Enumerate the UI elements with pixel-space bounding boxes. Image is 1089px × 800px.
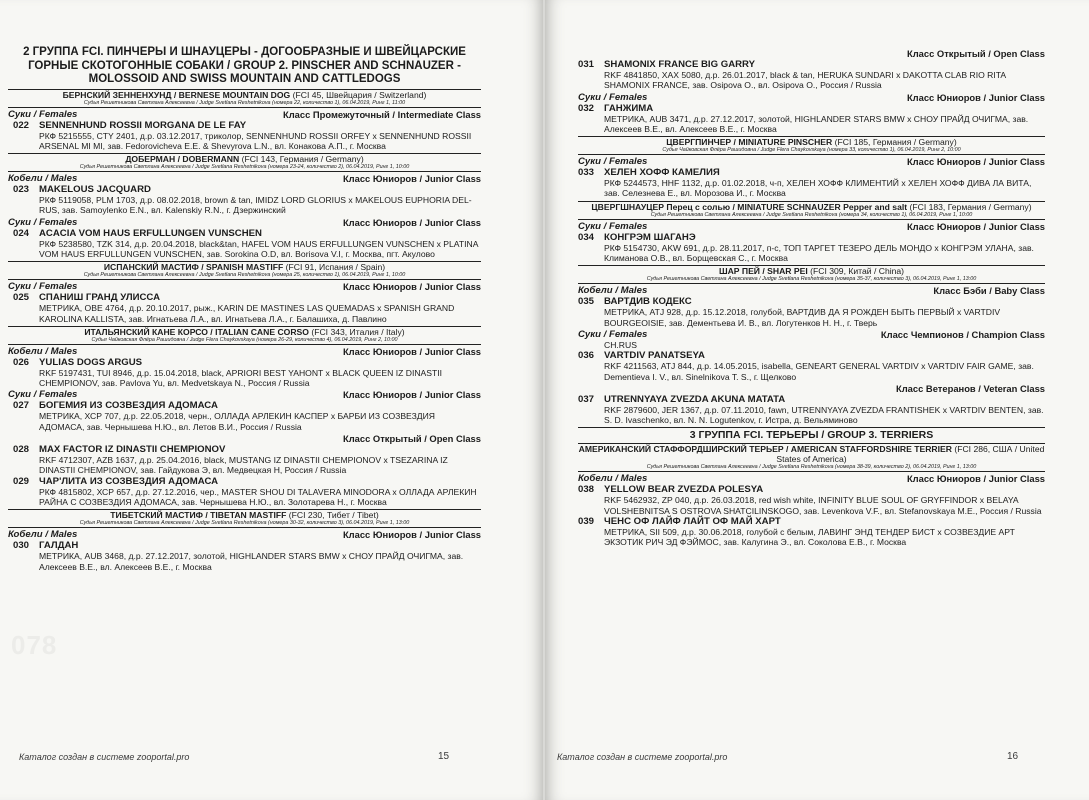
sex-class-row: [578, 473, 1045, 484]
entry-number: 023: [13, 184, 30, 196]
class-row: [8, 433, 481, 444]
sex-class-row: [578, 156, 1045, 167]
catalog-page-right: [545, 0, 1089, 800]
dog-details: RKF 4841850, XAX 5080, д.р. 26.01.2017, black & tan, HERUKA SUNDARI x DAKOTTA CLAB RIO RITA SHAMONIX FRANCE, зав. Osipova O., вл. Osipova O., Россия / Russia: [604, 70, 1006, 91]
sex-class-row: [578, 285, 1045, 296]
sex-label: Суки / Females: [8, 216, 78, 228]
sex-class-row: [578, 221, 1045, 232]
class-row: [578, 383, 1045, 394]
sex-class-row: [8, 217, 481, 228]
dog-details: РКФ 5244573, HHF 1132, д.р. 01.02.2018, ч-п, ХЕЛЕН ХОФФ КЛИМЕНТИЙ x ХЕЛЕН ХОФФ ДИВА ЛА ВИТА, зав. Селезнева Е., вл. Морозова И., г. Москва: [604, 178, 1032, 199]
judge-line: Судья Решетникова Светлана Алексеевна / Judge Svetlana Reshetnikova (номера 35-37, количество 3), 06.04.2019, Ринг 1, 13:00: [578, 276, 1045, 284]
entry-body: [604, 516, 1045, 548]
dog-entry: [578, 340, 1045, 350]
sex-label: Суки / Females: [578, 220, 648, 232]
dog-name: КОНГРЭМ ШАГАНЭ: [604, 231, 696, 243]
class-label: Класс Открытый / Open Class: [907, 48, 1045, 59]
dog-details: РКФ 5154730, AKW 691, д.р. 28.11.2017, п-с, ТОП ТАРГЕТ ТЕЗЕРО ДЕЛЬ МОНДО x КОНГРЭМ УЛАНА, зав. Климанова О.В., вл. Борщевская С., г. Москва: [604, 242, 1034, 264]
breed-header: [8, 261, 481, 272]
dog-name: SHAMONIX FRANCE BIG GARRY: [604, 59, 756, 70]
dog-name: ГАНЖИМА: [604, 102, 654, 114]
breed-origin: (FCI 91, Испания / Spain): [283, 262, 386, 273]
breed-origin: (FCI 286, США / United States of America): [776, 444, 1045, 465]
dog-entry: [8, 444, 481, 476]
entry-number: 031: [578, 59, 595, 70]
class-label: Класс Чемпионов / Champion Class: [880, 328, 1045, 340]
breed-name: ТИБЕТСКИЙ МАСТИФ / TIBETAN MASTIFF: [110, 510, 287, 521]
class-row: [578, 48, 1045, 59]
entry-body: [39, 184, 481, 216]
entry-number: 029: [13, 475, 30, 487]
dog-entry: [578, 232, 1045, 264]
entry-body: [604, 296, 1045, 328]
dog-details: МЕТРИКА, ATJ 928, д.р. 15.12.2018, голубой, ВАРТДИВ ДА Я РОЖДЕН БЫТЬ ПЕРВЫЙ x VARTDIV BOURGEOISIE, зав. Дементьева И. В., вл. Логутенков Н. Н., г. Тверь: [604, 307, 1001, 328]
judge-line: Судья Решетникова Светлана Алексеевна / Judge Svetlana Reshetnikova (номера 22, количество 1), 06.04.2019, Ринг 1, 11:00: [8, 100, 481, 108]
entry-number: 022: [13, 119, 30, 131]
judge-line: Судья Решетникова Светлана Алексеевна / Judge Svetlana Reshetnikova (номера 30-32, количество 3), 06.04.2019, Ринг 1, 13:00: [8, 520, 481, 528]
breed-origin: (FCI 143, Германия / Germany): [239, 154, 364, 165]
page-number: 15: [438, 751, 450, 762]
sex-label: Суки / Females: [8, 108, 78, 120]
breed-name: ДОБЕРМАН / DOBERMANN: [125, 154, 240, 165]
dog-details: RKF 2879600, JER 1367, д.р. 07.11.2010, fawn, UTRENNYAYA ZVEZDA FRANTISHEK x VARTDIV BENTEN, зав. S. D. Ivaschenko, вл. N. N. Logutenkov, г. Истра, д. Вельяминово: [604, 404, 1044, 426]
dog-name: ACACIA VOM HAUS ERFULLUNGEN VUNSCHEN: [39, 227, 262, 239]
sex-class-row: [8, 389, 481, 400]
judge-line: Судья Решетникова Светлана Алексеевна / Judge Svetlana Reshetnikova (номера 38-39, количество 2), 06.04.2019, Ринг 1, 13:00: [578, 464, 1045, 472]
sex-label: Суки / Females: [578, 328, 648, 340]
breed-name: ИТАЛЬЯНСКИЙ КАНЕ КОРСО / ITALIAN CANE CORSO: [84, 326, 309, 337]
class-label: Класс Юниоров / Junior Class: [906, 473, 1045, 485]
breed-name: ЦВЕРГПИНЧЕР / MINIATURE PINSCHER: [666, 137, 833, 148]
page-number: 16: [1007, 751, 1019, 762]
dog-entry: [578, 296, 1045, 328]
judge-line: Судья Решетникова Светлана Алексеевна / Judge Svetlana Reshetnikova (номера 34, количество 1), 06.04.2019, Ринг 1, 10:00: [578, 212, 1045, 220]
breed-header: [578, 136, 1045, 147]
sex-label: Суки / Females: [8, 389, 78, 401]
breed-name: ИСПАНСКИЙ МАСТИФ / SPANISH MASTIFF: [103, 262, 284, 273]
entry-body: [604, 394, 1045, 426]
breed-name: ЦВЕРГШНАУЦЕР Перец с солью / MINIATURE SCHNAUZER Pepper and salt: [591, 201, 908, 212]
dog-details: МЕТРИКА, AUB 3468, д.р. 27.12.2017, золотой, HIGHLANDER STARS BMW x СНОУ ПРАЙД ОЧИГМА, зав. Алексеев В.Е., вл. Алексеев В.Е., г. Москва: [39, 551, 464, 572]
dog-entry: [8, 292, 481, 324]
entry-number: 034: [578, 231, 595, 243]
dog-details: RKF 4211563, ATJ 844, д.р. 14.05.2015, isabella, GENEART GENERAL VARTDIV x VARTDIV FAIR GAME, зав. Dementieva I. V., вл. Sinelnikova T. S., г. Щелково: [604, 361, 1034, 382]
breed-origin: (FCI 230, Тибет / Tibet): [286, 510, 379, 521]
entry-number: 039: [578, 516, 595, 528]
faint-page-mark: 078: [11, 630, 58, 660]
class-label: Класс Юниоров / Junior Class: [906, 156, 1045, 168]
breed-origin: (FCI 343, Италия / Italy): [308, 326, 405, 337]
class-label: Класс Юниоров / Junior Class: [342, 173, 481, 185]
entry-number: 035: [578, 296, 595, 308]
entry-number: 032: [578, 102, 595, 114]
class-label: Класс Юниоров / Junior Class: [342, 345, 481, 357]
dog-name: YULIAS DOGS ARGUS: [39, 356, 143, 368]
dog-name: ЧЕНС ОФ ЛАЙФ ЛАЙТ ОФ МАЙ ХАРТ: [604, 516, 781, 528]
dog-name: YELLOW BEAR ZVEZDA POLESYA: [604, 484, 764, 496]
group-title: 2 ГРУППА FCI. ПИНЧЕРЫ И ШНАУЦЕРЫ - ДОГООБРАЗНЫЕ И ШВЕЙЦАРСКИЕ ГОРНЫЕ СКОТОГОННЫЕ СОБАКИ / GROUP 2. PINSCHER AND SCHNAUZER - MOLOSSOID AND SWISS MOUNTAIN AND CATTLEDOGS: [23, 46, 466, 85]
entry-number: 025: [13, 292, 30, 304]
dog-details: МЕТРИКА, OBE 4764, д.р. 20.10.2017, рыж., KARIN DE MASTINES LAS QUEMADAS x SPANISH GRAND KAROLINA KALLISTA, зав. Игнатьева Л.А., вл. Игнатьева Л.А., г. Балашиха, д. Павлино: [39, 303, 455, 324]
entry-body: [39, 540, 481, 572]
dog-details: RKF 5462932, ZP 040, д.р. 26.03.2018, red wish white, INFINITY BLUE SOUL OF GRYFFINDOR x BELAYA VOLSHEBNITSA S OSTROVA SHATCILINSKOGO, зав. Levenkova V.F., вл. Stefanovskaya M.E., Россия / Russia: [604, 495, 1042, 516]
dog-details: МЕТРИКА, SII 509, д.р. 30.06.2018, голубой с белым, ЛАВИНГ ЭНД ТЕНДЕР БИСТ x СОЗВЕЗДИЕ АРТ ЭКЗОТИК РИЧ ЭД ФЭЙМОС, зав. Калугина Э., вл. Соколова Е.В., г. Москва: [604, 527, 1015, 548]
entry-body: [39, 400, 481, 432]
group-title: 3 ГРУППА FCI. ТЕРЬЕРЫ / GROUP 3. TERRIERS: [578, 427, 1045, 441]
judge-line: Судья Чайковская Флёра Рашидовна / Judge Flera Chaykovskaya (номера 26-29, количество 4), 06.04.2019, Ринг 2, 10:00: [8, 337, 481, 345]
dog-entry: [8, 400, 481, 432]
dog-details: РКФ 5119058, PLM 1703, д.р. 08.02.2018, brown & tan, IMIDZ LORD GLORIUS x MAKELOUS EUPHORIA DEL-RUS, зав. Samoylenko E.N., вл. Kalenskiy R.N., г. Дзержинский: [39, 195, 472, 216]
entry-number: 026: [13, 356, 30, 368]
dog-details: CH.RUS: [604, 339, 637, 350]
dog-name: ХЕЛЕН ХОФФ КАМЕЛИЯ: [604, 167, 720, 179]
dog-entry: [578, 350, 1045, 382]
entry-body: [39, 444, 481, 476]
class-label: Класс Юниоров / Junior Class: [906, 220, 1045, 232]
dog-entry: [578, 484, 1045, 516]
sex-class-row: [578, 92, 1045, 103]
entry-body: [39, 120, 481, 152]
class-label: Класс Бэби / Baby Class: [933, 285, 1045, 297]
sex-class-row: [8, 173, 481, 184]
entry-number: 036: [578, 350, 595, 362]
page-content: [578, 47, 1045, 548]
class-label: Класс Юниоров / Junior Class: [342, 281, 481, 293]
dog-details: МЕТРИКА, AUB 3471, д.р. 27.12.2017, золотой, HIGHLANDER STARS BMW x СНОУ ПРАЙД ОЧИГМА, зав. Алексеев В.Е., вл. Алексеев В.Е., г. Москва: [604, 113, 1029, 134]
dog-name: ГАЛДАН: [39, 540, 79, 552]
judge-line: Судья Решетникова Светлана Алексеевна / Judge Svetlana Reshetnikova (номера 25, количество 1), 06.04.2019, Ринг 1, 10:00: [8, 272, 481, 280]
class-label: Класс Ветеранов / Veteran Class: [896, 382, 1045, 394]
breed-header: [8, 326, 481, 337]
breed-header: [8, 509, 481, 520]
breed-header: [8, 89, 481, 100]
dog-name: UTRENNYAYA ZVEZDA AKUNA MATATA: [604, 393, 786, 405]
sex-label: Кобели / Males: [578, 473, 648, 485]
dog-name: VARTDIV PANATSEYA: [604, 350, 705, 362]
dog-details: РКФ 5238580, TZK 314, д.р. 20.04.2018, black&tan, HAFEL VOM HAUS ERFULLUNGEN VUNSCHEN x PLATINA VOM HAUS ERFULLUNGEN VUNSCHEN, зав. Sorokina O.D, вл. Borisova V.I, г. Москва, пгт. Акулово: [39, 238, 478, 259]
entry-body: [39, 228, 481, 260]
class-label: Класс Юниоров / Junior Class: [906, 91, 1045, 103]
entry-number: 028: [13, 444, 30, 456]
entry-body: [604, 340, 1045, 350]
entry-body: [604, 103, 1045, 135]
breed-name: ШАР ПЕЙ / SHAR PEI: [718, 266, 808, 277]
entry-number: 027: [13, 400, 30, 412]
sex-class-row: [8, 529, 481, 540]
breed-header: [578, 201, 1045, 212]
dog-name: СПАНИШ ГРАНД УЛИССА: [39, 292, 161, 304]
dog-entry: [578, 103, 1045, 135]
entry-number: 024: [13, 227, 30, 239]
dog-name: MAX FACTOR IZ DINASTII CHEMPIONOV: [39, 444, 226, 456]
breed-header: [578, 265, 1045, 276]
dog-details: RKF 5197431, TUI 8946, д.р. 15.04.2018, black, APRIORI BEST YAHONT x BLACK QUEEN IZ DINASTII CHEMPIONOV, зав. Pavlova Yu, вл. Medvetskaya N., Россия / Russia: [39, 367, 443, 389]
dog-entry: [8, 540, 481, 572]
dog-entry: [578, 167, 1045, 199]
dog-details: RKF 4712307, AZB 1637, д.р. 25.04.2016, black, MUSTANG IZ DINASTII CHEMPIONOV x TSEZARINA IZ DINASTII CHEMPIONOV, зав. Гайдукова Э, вл. Медвецкая Н, Россия / Russia: [39, 455, 448, 476]
sex-label: Суки / Females: [8, 281, 78, 293]
catalog-footer: Каталог создан в системе zooportal.pro: [557, 752, 728, 762]
entry-number: 037: [578, 393, 595, 405]
breed-header: [578, 443, 1045, 464]
entry-number: 038: [578, 484, 595, 496]
breed-header: [8, 153, 481, 164]
sex-class-row: [8, 346, 481, 357]
breed-origin: (FCI 185, Германия / Germany): [832, 137, 957, 148]
entry-body: [604, 59, 1045, 91]
class-label: Класс Юниоров / Junior Class: [342, 529, 481, 541]
sex-label: Кобели / Males: [8, 345, 78, 357]
dog-name: ЧАР'ЛИТА ИЗ СОЗВЕЗДИЯ АДОМАСА: [39, 475, 219, 487]
sex-label: Кобели / Males: [8, 529, 78, 541]
catalog-footer: Каталог создан в системе zooportal.pro: [19, 752, 190, 762]
judge-line: Судья Решетникова Светлана Алексеевна / Judge Svetlana Reshetnikova (номера 23-24, количество 2), 06.04.2019, Ринг 1, 10:00: [8, 164, 481, 172]
catalog-page-left: [0, 0, 543, 800]
entry-body: [39, 292, 481, 324]
class-label: Класс Промежуточный / Intermediate Class: [282, 108, 481, 120]
page-content: [8, 46, 481, 572]
sex-label: Кобели / Males: [8, 173, 78, 185]
dog-details: РКФ 5215555, CTY 2401, д.р. 03.12.2017, триколор, SENNENHUND ROSSII ORFEY x SENNENHUND ROSSII ARSENAL MI MI, зав. Fedorovicheva E.E. & Shevyrova L.N., вл. Конакова А.П., г. Москва: [39, 130, 472, 151]
dog-entry: [578, 394, 1045, 426]
entry-body: [39, 357, 481, 389]
breed-name: АМЕРИКАНСКИЙ СТАФФОРДШИРСКИЙ ТЕРЬЕР / AMERICAN STAFFORDSHIRE TERRIER: [578, 444, 952, 455]
dog-name: SENNENHUND ROSSII MORGANA DE LE FAY: [39, 119, 247, 131]
sex-label: Суки / Females: [578, 91, 648, 103]
dog-entry: [578, 59, 1045, 91]
dog-details: РКФ 4815802, ХСР 657, д.р. 27.12.2016, чер., MASTER SHOU DI TALAVERA MINODORA x ОЛЛАДА АРЛЕКИН РАЙНА С СОЗВЕЗДИЯ АДОМАСА, зав. Чернышева Н.Ю., вл. Золотарева Н., г. Москва: [39, 486, 477, 507]
entry-number: [578, 340, 604, 350]
judge-line: Судья Чайковская Флёра Рашидовна / Judge Flera Chaykovskaya (номера 33, количество 1), 06.04.2019, Ринг 2, 10:00: [578, 147, 1045, 155]
entry-body: [604, 350, 1045, 382]
sex-label: Суки / Females: [578, 156, 648, 168]
breed-origin: (FCI 45, Швейцария / Switzerland): [290, 89, 427, 100]
class-label: Класс Юниоров / Junior Class: [342, 216, 481, 228]
entry-body: [604, 232, 1045, 264]
dog-name: MAKELOUS JACQUARD: [39, 184, 151, 196]
dog-entry: [8, 228, 481, 260]
dog-entry: [8, 476, 481, 508]
sex-class-row: [578, 329, 1045, 340]
sex-class-row: [8, 109, 481, 120]
dog-entry: [8, 357, 481, 389]
entry-body: [604, 167, 1045, 199]
breed-origin: (FCI 309, Китай / China): [807, 266, 905, 277]
dog-name: ВАРТДИВ КОДЕКС: [604, 296, 692, 308]
class-label: Класс Открытый / Open Class: [343, 433, 481, 445]
entry-number: 030: [13, 540, 30, 552]
sex-label: Кобели / Males: [578, 285, 648, 297]
dog-details: МЕТРИКА, ХСР 707, д.р. 22.05.2018, черн., ОЛЛАДА АРЛЕКИН КАСПЕР x БАРБИ ИЗ СОЗВЕЗДИЯ АДОМАСА, зав. Чернышева Н.Ю., вл. Летов В.И., Россия / Russia: [39, 411, 435, 432]
dog-entry: [578, 516, 1045, 548]
entry-body: [39, 476, 481, 508]
entry-body: [604, 484, 1045, 516]
dog-name: БОГЕМИЯ ИЗ СОЗВЕЗДИЯ АДОМАСА: [39, 400, 218, 412]
breed-name: БЕРНСКИЙ ЗЕННЕНХУНД / BERNESE MOUNTAIN DOG: [62, 89, 291, 100]
breed-origin: (FCI 183, Германия / Germany): [907, 201, 1032, 212]
entry-number: 033: [578, 167, 595, 179]
dog-entry: [8, 120, 481, 152]
dog-entry: [8, 184, 481, 216]
class-label: Класс Юниоров / Junior Class: [342, 389, 481, 401]
sex-class-row: [8, 281, 481, 292]
